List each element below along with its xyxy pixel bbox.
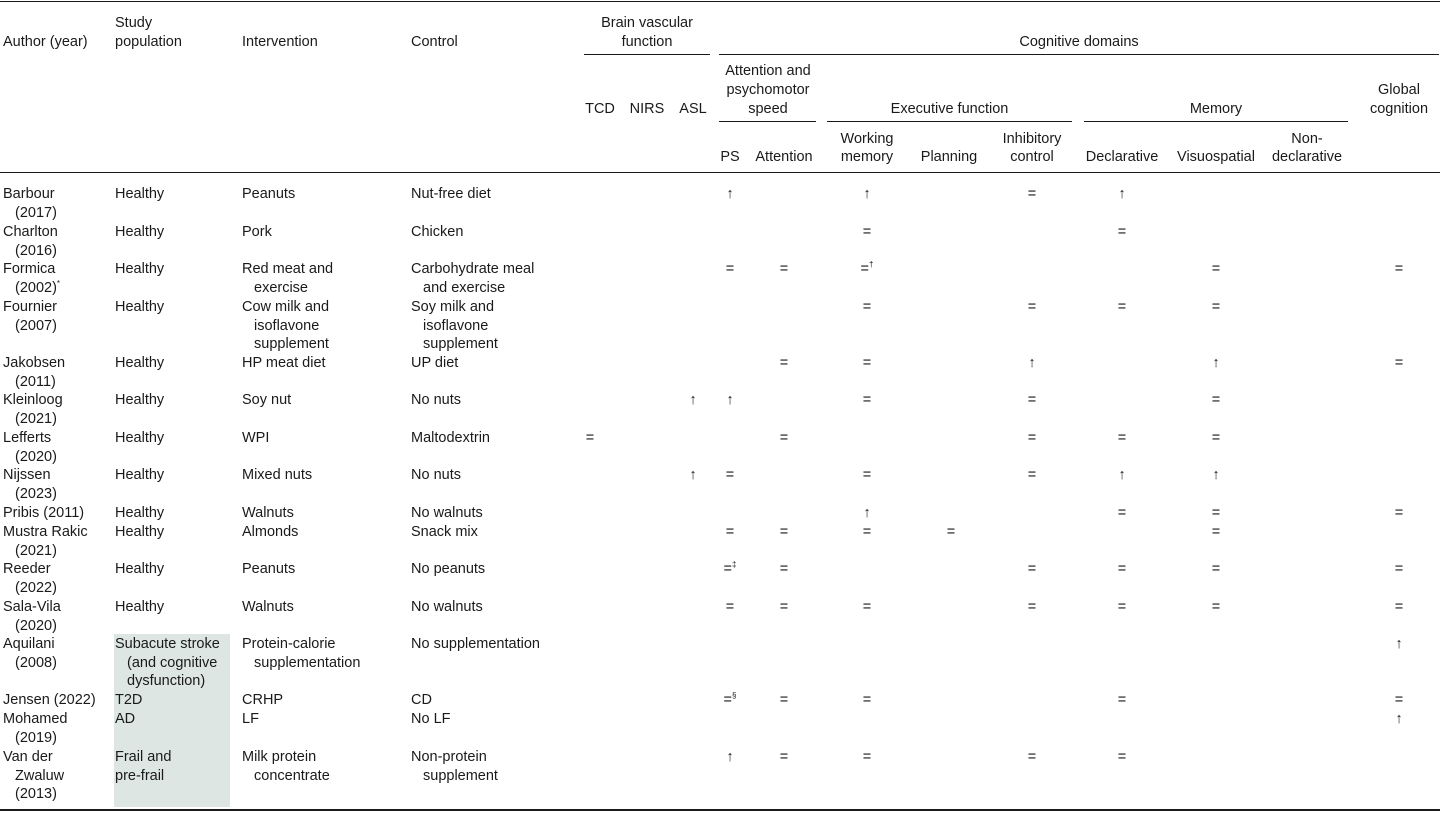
cell-population: Healthy [115,355,165,371]
cell-intervention: Peanuts [242,186,296,202]
result-wm: = [862,299,872,315]
cell-population: Healthy [115,505,165,521]
cognitive-group-rule [719,54,1439,55]
cell-population: Healthy [115,392,165,408]
cell-control: Chicken [411,224,464,240]
header-global-line2: cognition [1369,101,1429,117]
header-tcd: TCD [585,101,615,117]
cell-population: Healthy [115,299,165,315]
header-attention: Attention [755,149,813,165]
header-nondeclarative-line2: declarative [1271,149,1343,165]
cell-control: Snack mix [411,524,478,540]
cell-author: Barbour [3,186,55,202]
cell-intervention: Red meat and [242,261,334,277]
cell-population: Healthy [115,561,165,577]
result-decl: = [1117,692,1127,708]
header-attention-group-line2: psychomotor [726,82,810,98]
cell-control: No supplementation [411,636,540,652]
cell-control: No walnuts [411,505,483,521]
result-wm: =† [860,260,874,277]
cell-intervention: Walnuts [242,505,294,521]
result-decl: = [1117,224,1127,240]
result-decl: = [1117,599,1127,615]
cell-author: Charlton [3,224,58,240]
cell-intervention: LF [242,711,259,727]
header-nirs: NIRS [629,101,665,117]
cell-intervention: supplement [254,336,329,352]
cell-author: Kleinloog [3,392,63,408]
result-decl: = [1117,299,1127,315]
result-glob: = [1394,355,1404,371]
footnote-mark: ‡ [732,560,737,569]
footnote-mark: § [732,691,737,700]
cell-control: Maltodextrin [411,430,490,446]
result-wm: ↑ [863,186,871,202]
result-ps: = [725,524,735,540]
cell-author: Jakobsen [3,355,66,371]
result-ic: = [1027,467,1037,483]
cell-control: No nuts [411,392,461,408]
header-control: Control [411,34,458,50]
result-att: = [779,524,789,540]
header-inhibitory-line2: control [1010,149,1054,165]
result-wm: = [862,749,872,765]
result-wm: = [862,599,872,615]
cell-author: Lefferts [3,430,52,446]
cell-author: (2008) [15,654,57,671]
cell-population: dysfunction) [127,673,206,689]
cell-intervention: CRHP [242,692,284,708]
cell-author: (2021) [15,410,57,427]
cell-author: (2021) [15,542,57,559]
result-visuo: = [1211,261,1221,277]
result-visuo: = [1211,505,1221,521]
result-glob: = [1394,692,1404,708]
result-ps: =§ [723,691,737,708]
cell-intervention: supplementation [254,654,361,671]
result-visuo: = [1211,561,1221,577]
cell-intervention: Walnuts [242,599,294,615]
result-asl: ↑ [689,392,697,408]
cell-control: Nut-free diet [411,186,491,202]
result-ic: = [1027,299,1037,315]
cell-control: No walnuts [411,599,483,615]
result-ic: = [1027,392,1037,408]
cell-population: Healthy [115,467,165,483]
cell-intervention: Almonds [242,524,299,540]
header-inhibitory-line1: Inhibitory [1002,131,1062,147]
cell-author: (2016) [15,242,57,259]
cell-intervention: Peanuts [242,561,296,577]
cell-population: pre-frail [115,767,165,784]
result-ps: ↑ [726,186,734,202]
result-glob: = [1394,599,1404,615]
cell-intervention: concentrate [254,767,330,784]
cell-intervention: Milk protein [242,749,317,765]
header-author: Author (year) [3,34,88,50]
header-population-line1: Study [115,15,153,31]
cell-control: UP diet [411,355,459,371]
result-ps: ↑ [726,749,734,765]
header-nondeclarative-line1: Non- [1291,131,1323,147]
result-plan: = [946,524,956,540]
result-wm: = [862,224,872,240]
result-decl: ↑ [1118,186,1126,202]
header-intervention: Intervention [242,34,318,50]
result-wm: = [862,467,872,483]
cell-author: (2013) [15,786,57,802]
cell-author: Sala-Vila [3,599,61,615]
cell-control: supplement [423,767,498,784]
cell-population: Healthy [115,524,165,540]
cell-author: (2019) [15,729,57,746]
result-glob: ↑ [1395,711,1403,727]
cell-population: (and cognitive [127,654,218,671]
cell-author: (2020) [15,617,57,634]
cell-author: (2007) [15,317,57,334]
header-declarative: Declarative [1085,149,1159,165]
header-working-line2: memory [840,149,894,165]
result-ps: =‡ [723,560,737,577]
header-executive: Executive function [890,101,1009,117]
header-bottom-rule [0,172,1440,173]
header-asl: ASL [679,101,707,117]
cell-author: Jensen (2022) [3,692,96,708]
result-decl: = [1117,561,1127,577]
cell-intervention: Protein-calorie [242,636,336,652]
cell-control: supplement [423,336,498,352]
header-working-line1: Working [840,131,894,147]
cell-author: Mustra Rakic [3,524,88,540]
result-decl: = [1117,749,1127,765]
header-population-line2: population [115,34,182,50]
result-ic: = [1027,749,1037,765]
header-attention-group-line3: speed [748,101,788,117]
result-visuo: ↑ [1212,355,1220,371]
result-glob: = [1394,505,1404,521]
result-att: = [779,749,789,765]
cell-author: Mohamed [3,711,68,727]
cell-population: T2D [115,692,143,708]
footnote-mark: † [869,260,874,269]
header-visuospatial: Visuospatial [1177,149,1255,165]
result-glob: = [1394,561,1404,577]
result-wm: = [862,392,872,408]
cell-control: Carbohydrate meal [411,261,535,277]
result-att: = [779,430,789,446]
cell-author: (2020) [15,448,57,465]
result-wm: ↑ [863,505,871,521]
footnote-mark: * [56,278,61,288]
result-decl: = [1117,430,1127,446]
memory-group-rule [1084,121,1348,122]
cell-author: (2011) [15,373,56,390]
cell-author: Pribis (2011) [3,505,85,521]
result-ic: = [1027,561,1037,577]
cell-author: Nijssen [3,467,51,483]
cell-author: Van der [3,749,53,765]
cell-population: Subacute stroke [115,636,220,652]
result-ic: ↑ [1028,355,1036,371]
cell-author: (2022) [15,579,57,596]
result-ic: = [1027,430,1037,446]
result-asl: ↑ [689,467,697,483]
cell-population: AD [115,711,136,727]
header-memory: Memory [1189,101,1243,117]
brain-group-rule [584,54,710,55]
result-wm: = [862,355,872,371]
header-planning: Planning [920,149,978,165]
cell-intervention: exercise [254,279,308,296]
result-visuo: ↑ [1212,467,1220,483]
result-glob: = [1394,261,1404,277]
result-ps: = [725,467,735,483]
cell-author: (2017) [15,204,57,221]
cell-population: Frail and [115,749,172,765]
cell-author: Fournier [3,299,57,315]
cell-intervention: WPI [242,430,270,446]
cell-control: No nuts [411,467,461,483]
result-decl: ↑ [1118,467,1126,483]
cell-control: Soy milk and [411,299,495,315]
result-visuo: = [1211,430,1221,446]
cell-control: Non-protein [411,749,487,765]
result-decl: = [1117,505,1127,521]
cell-intervention: Mixed nuts [242,467,313,483]
cell-author: (2023) [15,485,57,502]
cell-population: Healthy [115,224,165,240]
cell-intervention: Cow milk and [242,299,330,315]
result-att: = [779,355,789,371]
cell-author: (2002)* [15,278,61,296]
cell-control: isoflavone [423,317,489,334]
cell-intervention: Pork [242,224,272,240]
result-wm: = [862,692,872,708]
result-wm: = [862,524,872,540]
table-top-rule [0,1,1440,2]
result-visuo: = [1211,524,1221,540]
cell-author: Formica [3,261,56,277]
cell-population: Healthy [115,186,165,202]
result-ps: ↑ [726,392,734,408]
cell-population: Healthy [115,261,165,277]
result-ps: = [725,261,735,277]
cell-author: Zwaluw [15,767,65,784]
header-brain-line1: Brain vascular [601,15,693,31]
cell-population: Healthy [115,599,165,615]
result-ps: = [725,599,735,615]
result-tcd: = [585,430,595,446]
result-att: = [779,261,789,277]
cell-intervention: isoflavone [254,317,320,334]
header-ps: PS [720,149,740,165]
cell-control: No LF [411,711,451,727]
result-ic: = [1027,599,1037,615]
cell-author: Aquilani [3,636,55,652]
header-brain-line2: function [621,34,673,50]
result-visuo: = [1211,599,1221,615]
result-att: = [779,599,789,615]
header-attention-group-line1: Attention and [725,63,811,79]
table-bottom-rule [0,809,1440,811]
result-att: = [779,692,789,708]
header-cognitive: Cognitive domains [1019,34,1139,50]
result-glob: ↑ [1395,636,1403,652]
result-att: = [779,561,789,577]
cell-control: No peanuts [411,561,486,577]
result-visuo: = [1211,299,1221,315]
cell-population: Healthy [115,430,165,446]
cell-control: and exercise [423,279,506,296]
cell-intervention: HP meat diet [242,355,326,371]
result-visuo: = [1211,392,1221,408]
result-ic: = [1027,186,1037,202]
attention-group-rule [719,121,816,122]
cell-control: CD [411,692,432,708]
executive-group-rule [827,121,1072,122]
cell-intervention: Soy nut [242,392,292,408]
header-global-line1: Global [1378,82,1420,98]
cell-author: Reeder [3,561,51,577]
